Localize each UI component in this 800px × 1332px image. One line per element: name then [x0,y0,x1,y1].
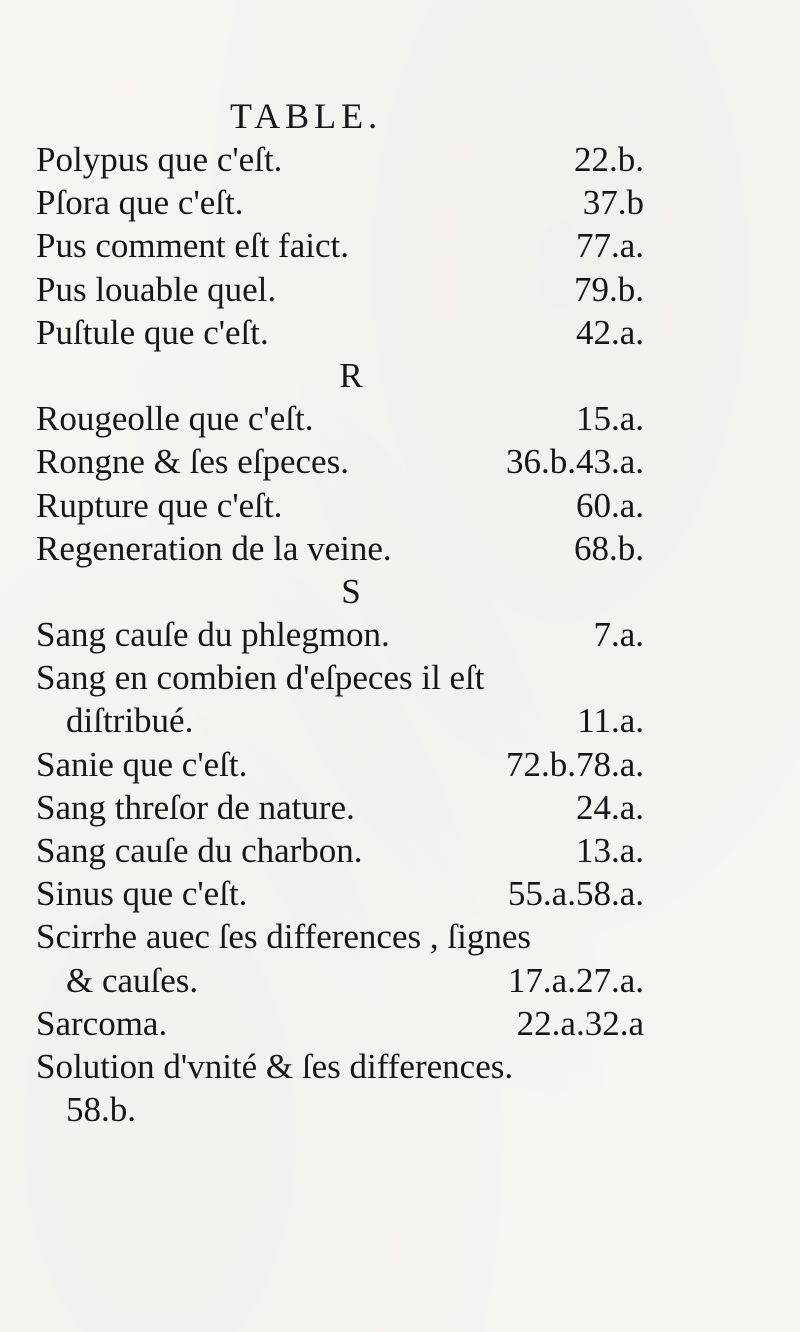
entry-text: Sang threſor de nature. [36,787,355,827]
entry-text: Rongne & ſes eſpeces. [36,442,349,482]
entry-text: & cauſes. [66,960,199,1000]
entry-page-ref: 13.a. [575,831,644,870]
index-entry [36,224,644,267]
index-entry [36,1002,644,1045]
entry-page-ref: 60.a. [575,485,644,525]
entry-page-ref: 17.a.27.a. [507,960,644,1000]
entry-page-ref: 15.a. [575,399,644,439]
entry-text: diſtribué. [66,701,194,741]
entry-text: Sanie que c'eſt. [36,744,248,784]
entry-page-ref: 36.b.43.a. [505,442,644,482]
entry-text: Sang cauſe du charbon. [36,831,363,870]
section-letter-s [36,570,644,613]
index-entries [36,138,644,1131]
entry-page-ref: 68.b. [574,528,644,568]
entry-text: Pſora que c'eſt. [36,183,244,223]
entry-text: Pus louable quel. [36,269,277,309]
index-entry [36,613,644,656]
entry-text: Rougeolle que c'eſt. [36,399,314,439]
index-entry [36,786,644,829]
entry-text: Sang cauſe du phlegmon. [36,615,390,655]
entry-page-ref: 24.a. [575,787,644,827]
index-entry [36,311,644,354]
index-entry [36,484,644,527]
index-entry [36,829,644,872]
page-header: TABLE. [230,96,383,136]
entry-text: Sarcoma. [36,1003,168,1043]
entry-page-ref: 7.a. [593,615,644,655]
entry-page-ref: 11.a. [577,701,644,741]
entry-text: 58.b. [66,1090,136,1130]
index-entry-continuation [36,959,644,1002]
index-entry [36,915,644,958]
index-entry [36,440,644,483]
index-entry [36,138,644,181]
entry-page-ref: 22.a.32.a [516,1003,644,1043]
entry-page-ref: 77.a. [575,226,644,266]
index-entry [36,743,644,786]
index-entry [36,397,644,440]
index-entry [36,527,644,570]
index-entry [36,181,644,224]
section-letter: S [341,571,361,611]
entry-page-ref: 22.b. [574,140,644,179]
section-letter-r [36,354,644,397]
entry-text: Sang en combien d'eſpeces il eſt [36,658,485,698]
entry-page-ref: 37.b [582,183,644,223]
index-entry [36,268,644,311]
entry-text: Polypus que c'eſt. [36,140,283,179]
entry-page-ref: 55.a.58.a. [507,874,644,914]
entry-text: Sinus que c'eſt. [36,874,248,914]
entry-page-ref: 42.a. [575,312,644,352]
index-entry-continuation [36,1088,644,1131]
index-entry [36,872,644,915]
entry-text: Rupture que c'eſt. [36,485,283,525]
entry-page-ref: 72.b.78.a. [505,744,644,784]
entry-page-ref: 79.b. [574,269,644,309]
index-entry [36,656,644,699]
entry-text: Regeneration de la veine. [36,528,392,568]
section-letter: R [339,355,363,395]
index-entry-continuation [36,699,644,742]
entry-text: Solution d'vnité & ſes differences. [36,1046,514,1086]
entry-text: Puſtule que c'eſt. [36,312,269,352]
entry-text: Pus comment eſt faict. [36,226,349,266]
index-entry [36,1045,644,1088]
entry-text: Scirrhe auec ſes differences , ſignes [36,917,531,957]
